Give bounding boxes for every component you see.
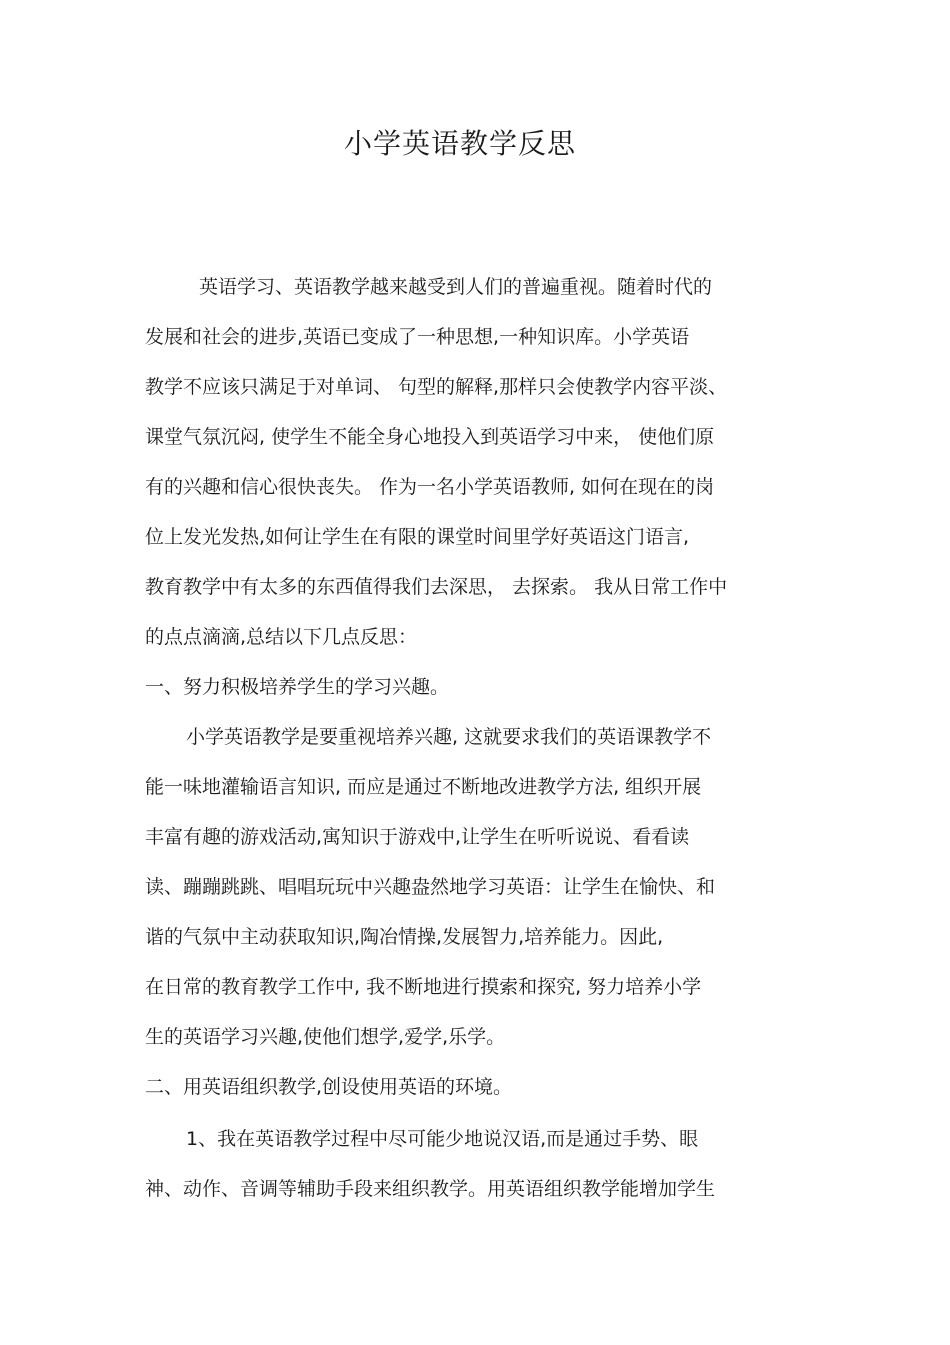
paragraph-line: 小学英语教学是要重视培养兴趣, 这就要求我们的英语课教学不 [186,726,712,748]
paragraph-line: 的点点滴滴,总结以下几点反思： [145,626,418,648]
section-heading: 一、努力积极培养学生的学习兴趣。 [145,676,450,698]
paragraph-line: 英语学习、英语教学越来越受到人们的普遍重视。随着时代的 [199,276,713,298]
paragraph-line: 能一味地灌输语言知识, 而应是通过不断地改进教学方法, 组织开展 [145,776,702,798]
paragraph-line: 在日常的教育教学工作中, 我不断地进行摸索和探究, 努力培养小学 [145,976,702,998]
paragraph-line: 丰富有趣的游戏活动,寓知识于游戏中,让学生在听听说说、看看读 [145,826,690,848]
paragraph-line: 发展和社会的进步,英语已变成了一种思想,一种知识库。小学英语 [145,326,690,348]
paragraph-line: 读、蹦蹦跳跳、唱唱玩玩中兴趣盎然地学习英语：让学生在愉快、和 [145,876,716,898]
paragraph-line: 神、动作、音调等辅助手段来组织教学。用英语组织教学能增加学生 [145,1178,716,1200]
paragraph-line: 有的兴趣和信心很快丧失。 作为一名小学英语教师, 如何在现在的岗 [145,476,715,498]
paragraph-line: 1、我在英语教学过程中尽可能少地说汉语,而是通过手势、眼 [186,1128,699,1150]
paragraph-line: 教育教学中有太多的东西值得我们去深思， 去探索。 我从日常工作中 [145,576,728,598]
paragraph-line: 位上发光发热,如何让学生在有限的课堂时间里学好英语这门语言, [145,526,690,548]
section-heading: 二、用英语组织教学,创设使用英语的环境。 [145,1076,513,1098]
paragraph-line: 生的英语学习兴趣,使他们想学,爱学,乐学。 [145,1026,506,1048]
paragraph-line: 谐的气氛中主动获取知识,陶冶情操,发展智力,培养能力。因此, [145,926,664,948]
paragraph-line: 课堂气氛沉闷, 使学生不能全身心地投入到英语学习中来， 使他们原 [145,426,715,448]
paragraph-line: 教学不应该只满足于对单词、 句型的解释,那样只会使教学内容平淡、 [145,376,728,398]
document-title: 小学英语教学反思 [343,127,576,160]
